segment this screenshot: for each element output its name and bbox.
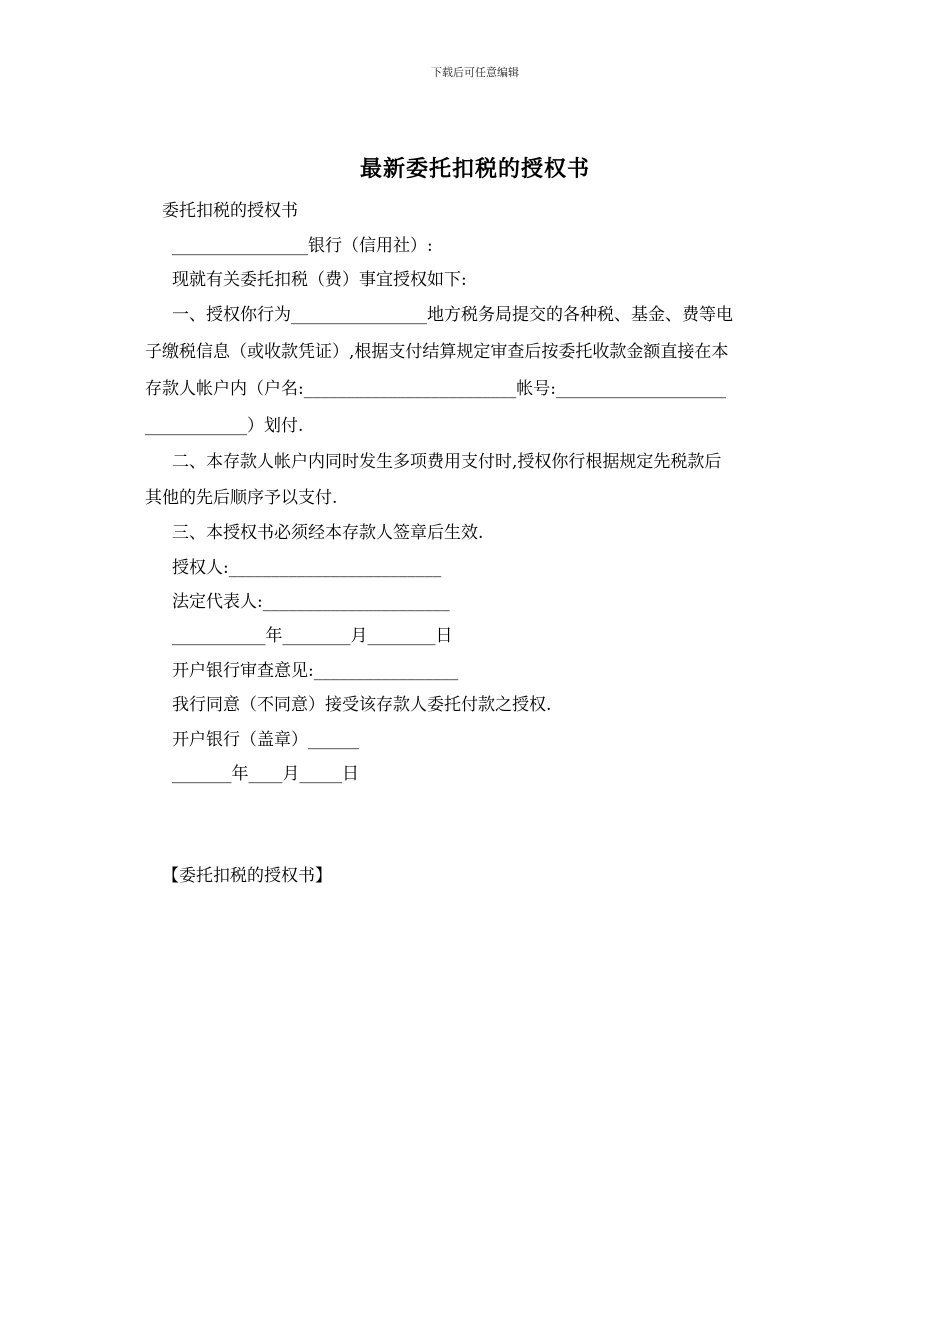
bank-seal-line: 开户银行（盖章）______ <box>172 730 359 750</box>
page-header: 下载后可任意编辑 <box>431 66 519 79</box>
document-title: 最新委托扣税的授权书 <box>359 156 590 182</box>
bank-consent-line: 我行同意（不同意）接受该存款人委托付款之授权. <box>172 695 552 715</box>
date-line: ___________年________月________日 <box>172 626 453 646</box>
clause-1-line-4: ____________）划付. <box>145 416 304 436</box>
intro-line: 现就有关委托扣税（费）事宜授权如下: <box>172 270 467 290</box>
bank-addressee-line: ________________银行（信用社）: <box>172 236 433 256</box>
clause-1-line-3: 存款人帐户内（户名:_________________________帐号:____________________ <box>145 379 726 399</box>
bank-review-line: 开户银行审查意见:_________________ <box>172 661 459 681</box>
footer-title: 【委托扣税的授权书】 <box>162 866 332 886</box>
bank-date-line: _______年____月_____日 <box>172 764 359 784</box>
clause-1-line-2: 子缴税信息（或收款凭证）,根据支付结算规定审查后按委托收款金额直接在本 <box>145 342 729 362</box>
legal-rep-line: 法定代表人:______________________ <box>172 592 450 612</box>
authorizer-line: 授权人:_________________________ <box>172 558 442 578</box>
clause-1-line-1: 一、授权你行为________________地方税务局提交的各种税、基金、费等电 <box>172 305 733 325</box>
document-subtitle: 委托扣税的授权书 <box>162 201 298 221</box>
clause-3-line: 三、本授权书必须经本存款人签章后生效. <box>172 523 484 543</box>
clause-2-line-2: 其他的先后顺序予以支付. <box>145 488 338 508</box>
clause-2-line-1: 二、本存款人帐户内同时发生多项费用支付时,授权你行根据规定先税款后 <box>172 452 722 472</box>
